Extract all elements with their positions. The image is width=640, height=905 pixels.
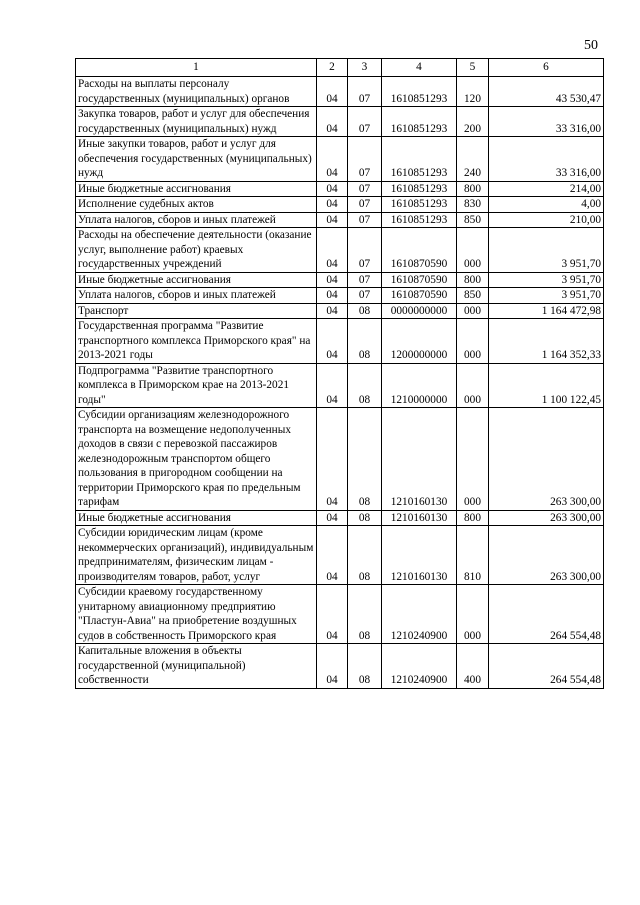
row-name-cell: Закупка товаров, работ и услуг для обеспечения государственных (муниципальных) нужд: [76, 107, 317, 137]
row-amount-cell: 210,00: [489, 212, 604, 228]
row-section-cell: 04: [317, 303, 348, 319]
row-name-cell: Уплата налогов, сборов и иных платежей: [76, 288, 317, 304]
row-expense-type-cell: 810: [457, 526, 489, 585]
row-section-cell: 04: [317, 288, 348, 304]
row-name-cell: Расходы на выплаты персоналу государственных (муниципальных) органов: [76, 77, 317, 107]
row-name-cell: Иные бюджетные ассигнования: [76, 272, 317, 288]
row-expense-type-cell: 850: [457, 212, 489, 228]
row-amount-cell: 214,00: [489, 181, 604, 197]
row-expense-type-cell: 000: [457, 585, 489, 644]
row-target-code-cell: 1610870590: [382, 272, 457, 288]
row-section-cell: 04: [317, 319, 348, 364]
row-section-cell: 04: [317, 181, 348, 197]
row-amount-cell: 1 164 352,33: [489, 319, 604, 364]
table-row: [76, 585, 604, 644]
row-expense-type-cell: 000: [457, 303, 489, 319]
row-amount-cell: 3 951,70: [489, 228, 604, 273]
header-row: [76, 59, 604, 77]
row-section-cell: 04: [317, 107, 348, 137]
row-target-code-cell: 1610851293: [382, 107, 457, 137]
header-col-5: 5: [457, 59, 489, 77]
row-expense-type-cell: 240: [457, 137, 489, 182]
row-expense-type-cell: 850: [457, 288, 489, 304]
row-expense-type-cell: 800: [457, 181, 489, 197]
table-row: [76, 137, 604, 182]
row-target-code-cell: 1200000000: [382, 319, 457, 364]
row-amount-cell: 264 554,48: [489, 644, 604, 689]
table-row: [76, 272, 604, 288]
row-subsection-cell: 08: [348, 319, 382, 364]
row-amount-cell: 3 951,70: [489, 272, 604, 288]
row-name-cell: Субсидии организациям железнодорожного транспорта на возмещение недополученных доходов в связи с перевозкой пассажиров железнодорожным транспортом общего пользования в пригородном сообщении на территории Приморского края по предельным тарифам: [76, 408, 317, 511]
row-expense-type-cell: 120: [457, 77, 489, 107]
table-row: [76, 197, 604, 213]
row-target-code-cell: 1610851293: [382, 137, 457, 182]
row-section-cell: 04: [317, 644, 348, 689]
row-subsection-cell: 07: [348, 228, 382, 273]
row-target-code-cell: 1210240900: [382, 585, 457, 644]
row-amount-cell: 263 300,00: [489, 510, 604, 526]
row-section-cell: 04: [317, 212, 348, 228]
row-target-code-cell: 1610851293: [382, 77, 457, 107]
row-section-cell: 04: [317, 137, 348, 182]
header-col-4: 4: [382, 59, 457, 77]
budget-table: [75, 58, 604, 689]
header-col-3: 3: [348, 59, 382, 77]
page-number: 50: [584, 38, 598, 53]
table-row: [76, 526, 604, 585]
table-row: [76, 408, 604, 511]
table-row: [76, 107, 604, 137]
row-section-cell: 04: [317, 77, 348, 107]
row-subsection-cell: 07: [348, 181, 382, 197]
row-name-cell: Транспорт: [76, 303, 317, 319]
row-expense-type-cell: 000: [457, 363, 489, 408]
row-amount-cell: 263 300,00: [489, 408, 604, 511]
row-subsection-cell: 07: [348, 197, 382, 213]
row-subsection-cell: 07: [348, 288, 382, 304]
header-col-6: 6: [489, 59, 604, 77]
header-col-1: 1: [76, 59, 317, 77]
table-row: [76, 363, 604, 408]
table-row: [76, 510, 604, 526]
table-row: [76, 303, 604, 319]
row-expense-type-cell: 000: [457, 319, 489, 364]
table-row: [76, 288, 604, 304]
row-amount-cell: 4,00: [489, 197, 604, 213]
row-target-code-cell: 1610851293: [382, 212, 457, 228]
header-col-2: 2: [317, 59, 348, 77]
row-amount-cell: 43 530,47: [489, 77, 604, 107]
row-subsection-cell: 08: [348, 408, 382, 511]
row-subsection-cell: 08: [348, 303, 382, 319]
row-expense-type-cell: 400: [457, 644, 489, 689]
row-target-code-cell: 1210240900: [382, 644, 457, 689]
row-section-cell: 04: [317, 228, 348, 273]
row-expense-type-cell: 000: [457, 408, 489, 511]
table-row: [76, 644, 604, 689]
row-name-cell: Уплата налогов, сборов и иных платежей: [76, 212, 317, 228]
row-name-cell: Иные бюджетные ассигнования: [76, 181, 317, 197]
row-expense-type-cell: 800: [457, 510, 489, 526]
row-target-code-cell: 1210160130: [382, 408, 457, 511]
row-subsection-cell: 08: [348, 510, 382, 526]
row-section-cell: 04: [317, 363, 348, 408]
row-target-code-cell: 1210160130: [382, 526, 457, 585]
row-amount-cell: 263 300,00: [489, 526, 604, 585]
row-name-cell: Иные бюджетные ассигнования: [76, 510, 317, 526]
row-expense-type-cell: 000: [457, 228, 489, 273]
row-subsection-cell: 07: [348, 107, 382, 137]
row-target-code-cell: 1610851293: [382, 181, 457, 197]
row-target-code-cell: 1610870590: [382, 228, 457, 273]
table-row: [76, 181, 604, 197]
row-subsection-cell: 08: [348, 363, 382, 408]
row-section-cell: 04: [317, 408, 348, 511]
row-section-cell: 04: [317, 526, 348, 585]
row-amount-cell: 1 100 122,45: [489, 363, 604, 408]
row-section-cell: 04: [317, 510, 348, 526]
row-section-cell: 04: [317, 272, 348, 288]
row-amount-cell: 3 951,70: [489, 288, 604, 304]
table-row: [76, 228, 604, 273]
row-section-cell: 04: [317, 585, 348, 644]
row-name-cell: Субсидии краевому государственному унитарному авиационному предприятию "Пластун-Авиа" на приобретение воздушных судов в собственность Приморского края: [76, 585, 317, 644]
row-expense-type-cell: 200: [457, 107, 489, 137]
row-target-code-cell: 1210160130: [382, 510, 457, 526]
row-section-cell: 04: [317, 197, 348, 213]
row-name-cell: Государственная программа "Развитие транспортного комплекса Приморского края" на 2013-2021 годы: [76, 319, 317, 364]
row-subsection-cell: 08: [348, 644, 382, 689]
row-subsection-cell: 07: [348, 272, 382, 288]
row-target-code-cell: 1610870590: [382, 288, 457, 304]
row-amount-cell: 264 554,48: [489, 585, 604, 644]
table-row: [76, 77, 604, 107]
row-name-cell: Подпрограмма "Развитие транспортного комплекса в Приморском крае на 2013-2021 годы": [76, 363, 317, 408]
row-name-cell: Капитальные вложения в объекты государственной (муниципальной) собственности: [76, 644, 317, 689]
row-amount-cell: 33 316,00: [489, 107, 604, 137]
row-subsection-cell: 07: [348, 137, 382, 182]
table-row: [76, 319, 604, 364]
row-name-cell: Расходы на обеспечение деятельности (оказание услуг, выполнение работ) краевых государственных учреждений: [76, 228, 317, 273]
table-row: [76, 212, 604, 228]
row-amount-cell: 33 316,00: [489, 137, 604, 182]
row-expense-type-cell: 830: [457, 197, 489, 213]
row-name-cell: Иные закупки товаров, работ и услуг для обеспечения государственных (муниципальных) нужд: [76, 137, 317, 182]
row-target-code-cell: 1210000000: [382, 363, 457, 408]
row-amount-cell: 1 164 472,98: [489, 303, 604, 319]
row-expense-type-cell: 800: [457, 272, 489, 288]
row-target-code-cell: 1610851293: [382, 197, 457, 213]
row-subsection-cell: 08: [348, 526, 382, 585]
row-name-cell: Исполнение судебных актов: [76, 197, 317, 213]
row-name-cell: Субсидии юридическим лицам (кроме некоммерческих организаций), индивидуальным предпринимателям, физическим лицам - производителям товаров, работ, услуг: [76, 526, 317, 585]
row-subsection-cell: 07: [348, 77, 382, 107]
row-subsection-cell: 08: [348, 585, 382, 644]
row-target-code-cell: 0000000000: [382, 303, 457, 319]
row-subsection-cell: 07: [348, 212, 382, 228]
